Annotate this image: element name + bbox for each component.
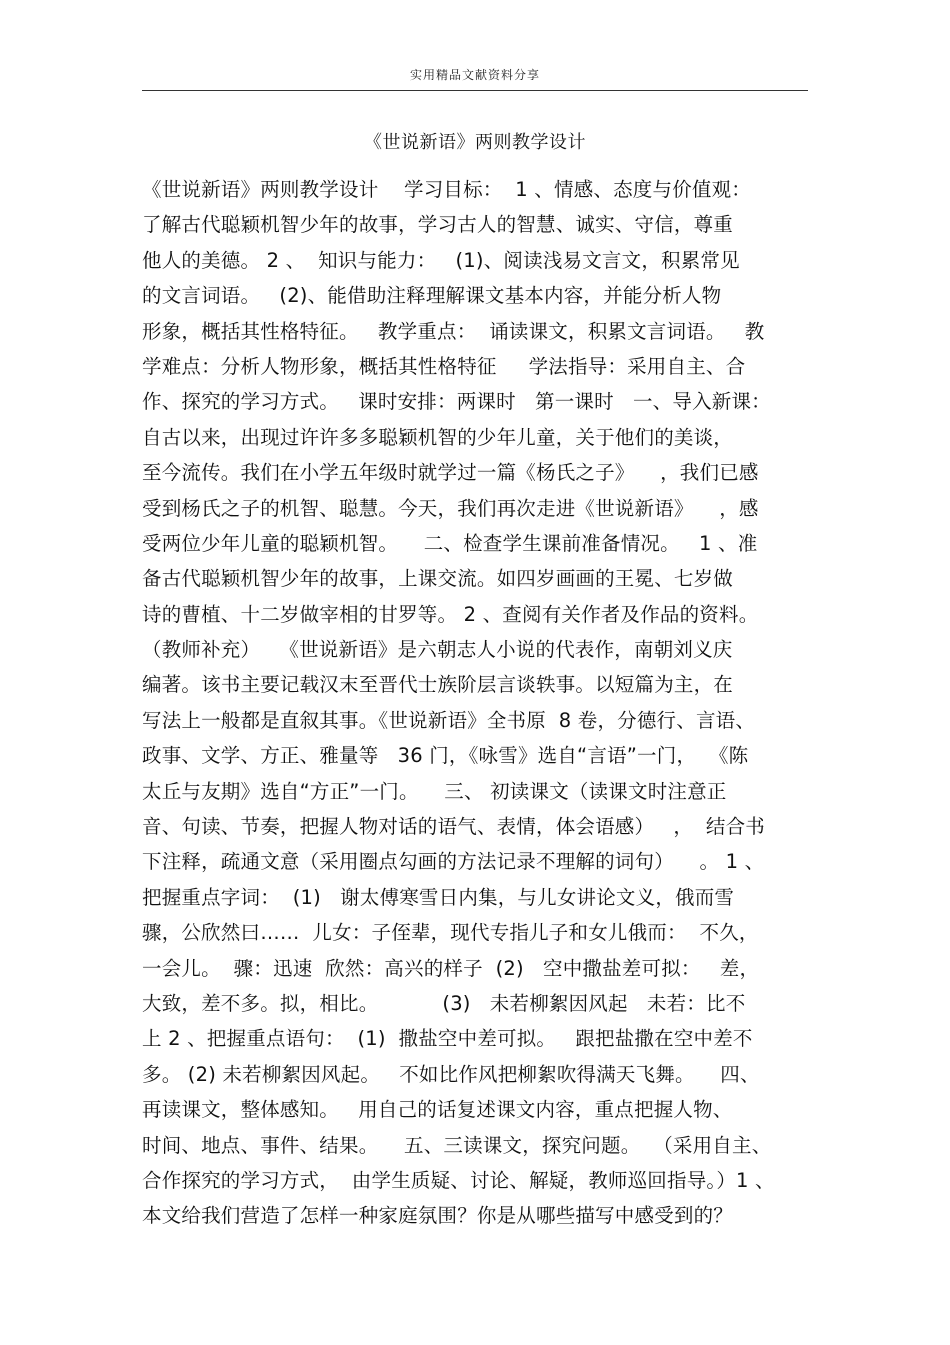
text-line: （教师补充） 《世说新语》是六朝志人小说的代表作，南朝刘义庆 [142, 638, 733, 662]
header-divider [142, 90, 808, 91]
text-line: 合作探究的学习方式， 由学生质疑、讨论、解疑，教师巡回指导。）1 、 [142, 1168, 775, 1192]
text-line: 了解古代聪颖机智少年的故事，学习古人的智慧、诚实、守信，尊重 [142, 213, 734, 237]
page-header: 实用精品文献资料分享 [409, 68, 540, 82]
text-line: 时间、地点、事件、结果。 五、三读课文，探究问题。 （采用自主、 [142, 1133, 772, 1157]
text-line: 备古代聪颖机智少年的故事，上课交流。如四岁画画的王冕、七岁做 [142, 567, 734, 591]
text-line: 大致，差不多。拟，相比。 (3) 未若柳絮因风起 未若：比不 [142, 991, 746, 1015]
text-line: 受两位少年儿童的聪颖机智。 二、检查学生课前准备情况。 1 、准 [142, 531, 758, 555]
text-line: 他人的美德。 2 、 知识与能力： (1)、阅读浅易文言文，积累常见 [142, 248, 740, 272]
document-body [142, 172, 822, 1234]
text-line: 写法上一般都是直叙其事。《世说新语》全书原 8 卷，分德行、言语、 [142, 708, 756, 732]
text-line: 再读课文，整体感知。 用自己的话复述课文内容，重点把握人物、 [142, 1098, 733, 1122]
text-line: 骤，公欣然曰…… 儿女：子侄辈，现代专指儿子和女儿俄而： 不久， [142, 921, 759, 945]
text-line: 把握重点字词： (1) 谢太傅寒雪日内集，与儿女讲论文义，俄而雪 [142, 885, 735, 909]
text-line: 受到杨氏之子的机智、聪慧。今天，我们再次走进《世说新语》 ，感 [142, 496, 759, 520]
text-line: 至今流传。我们在小学五年级时就学过一篇《杨氏之子》 ，我们已感 [142, 461, 759, 485]
text-line: 编著。该书主要记载汉末至晋代士族阶层言谈轶事。以短篇为主，在 [142, 673, 734, 697]
text-line: 诗的曹植、十二岁做宰相的甘罗等。 2 、查阅有关作者及作品的资料。 [142, 602, 759, 626]
text-line: 的文言词语。 (2)、能借助注释理解课文基本内容，并能分析人物 [142, 284, 722, 308]
document-title: 《世说新语》两则教学设计 [364, 132, 586, 153]
text-line: 学难点：分析人物形象，概括其性格特征 学法指导：采用自主、合 [142, 354, 746, 378]
text-line: 本文给我们营造了怎样一种家庭氛围？你是从哪些描写中感受到的？ [142, 1204, 734, 1228]
text-line: 形象，概括其性格特征。 教学重点： 诵读课文，积累文言词语。 教 [142, 319, 765, 343]
text-line: 太丘与友期》选自“方正”一门。 三、 初读课文（读课文时注意正 [142, 779, 727, 803]
text-line: 作、探究的学习方式。 课时安排：两课时 第一课时 一、导入新课： [142, 390, 771, 414]
text-line: 一会儿。 骤：迅速 欣然：高兴的样子 (2) 空中撒盐差可拟： 差， [142, 956, 760, 980]
text-line: 音、句读、节奏，把握人物对话的语气、表情，体会语感） ， 结合书 [142, 815, 765, 839]
text-line: 政事、文学、方正、雅量等 36 门，《咏雪》选自“言语”一门， 《陈 [142, 744, 749, 768]
text-line: 下注释，疏通文意（采用圈点勾画的方法记录不理解的词句） 。 1 、 [142, 850, 765, 874]
text-line: 自古以来，出现过许许多多聪颖机智的少年儿童，关于他们的美谈， [142, 425, 734, 449]
text-line: 多。 (2) 未若柳絮因风起。 不如比作风把柳絮吹得满天飞舞。 四、 [142, 1062, 760, 1086]
text-line: 上 2 、把握重点语句： (1) 撒盐空中差可拟。 跟把盐撒在空中差不 [142, 1027, 753, 1051]
text-line: 《世说新语》两则教学设计 学习目标： 1 、情感、态度与价值观： [142, 178, 751, 201]
